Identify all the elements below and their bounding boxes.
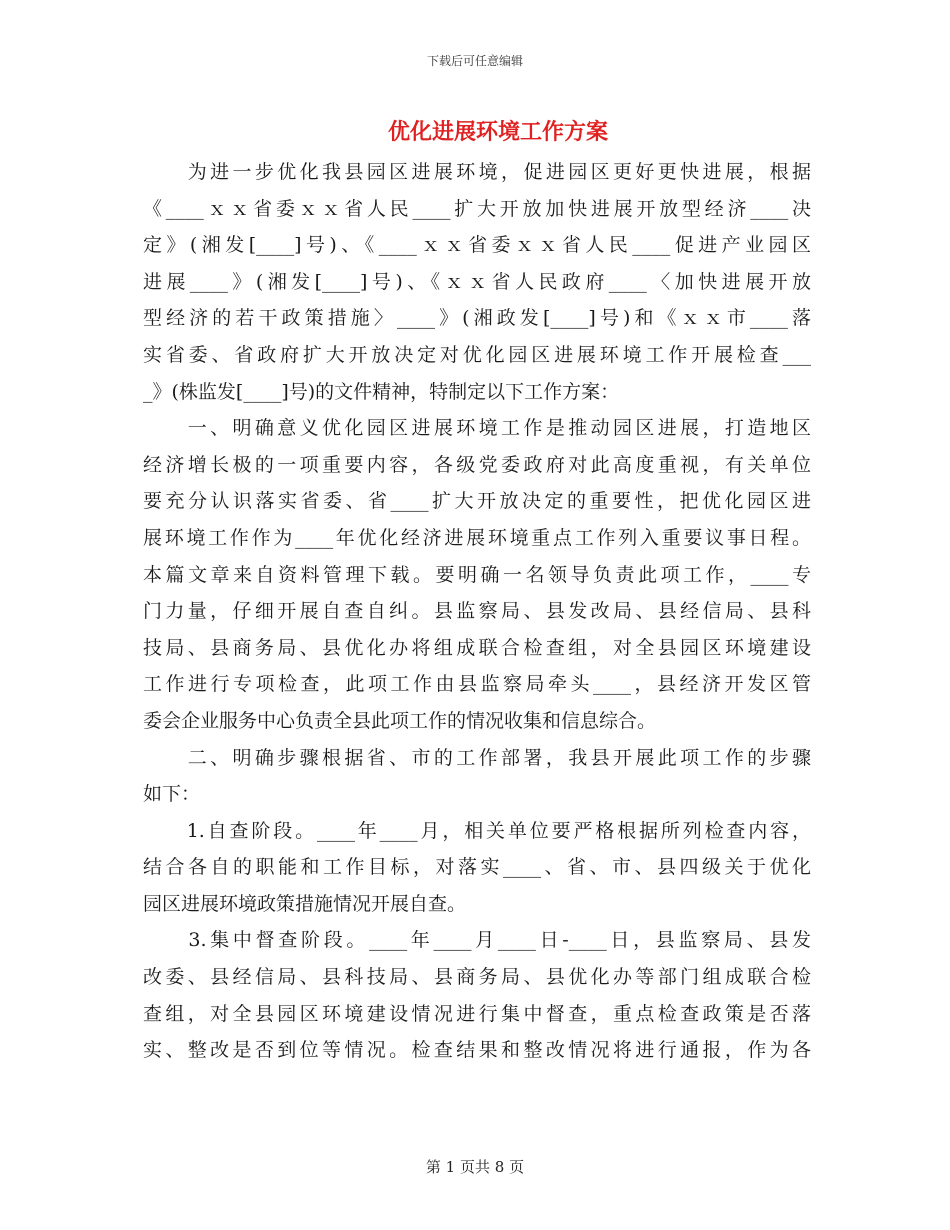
page-footer-number: 第 1 页共 8 页 [425, 1158, 525, 1176]
body-line: 二、明确步骤根据省、市的工作部署，我县开展此项工作的步骤 [143, 746, 811, 769]
body-line: 技局、县商务局、县优化办将组成联合检查组，对全县园区环境建设 [143, 636, 811, 659]
body-line: 为进一步优化我县园区进展环境，促进园区更好更快进展，根据 [143, 161, 811, 183]
body-line: 《____ｘｘ省委ｘｘ省人民____扩大开放加快进展开放型经济____决 [143, 197, 811, 220]
body-line: 3.集中督查阶段。____年____月____日-____日，县监察局、县发 [143, 929, 811, 952]
body-line: 1.自查阶段。____年____月，相关单位要严格根据所列检查内容， [143, 819, 811, 842]
body-line: 结合各自的职能和工作目标，对落实____、省、市、县四级关于优化 [143, 856, 811, 879]
body-line: 查组，对全县园区环境建设情况进行集中督查，重点检查政策是否落 [143, 1002, 811, 1025]
document-title: 优化进展环境工作方案 [387, 119, 608, 145]
body-line: 委会企业服务中心负责全县此项工作的情况收集和信息综合。 [143, 709, 657, 732]
body-line: 工作进行专项检查，此项工作由县监察局牵头____，县经济开发区管 [143, 673, 811, 696]
body-line: 定》(湘发[____]号)、《____ｘｘ省委ｘｘ省人民____促进产业园区 [143, 234, 811, 257]
body-line: 本篇文章来自资料管理下载。要明确一名领导负责此项工作，____专 [143, 563, 811, 586]
body-line: _》(株监发[____]号)的文件精神，特制定以下工作方案： [143, 380, 620, 403]
body-line: 改委、县经信局、县科技局、县商务局、县优化办等部门组成联合检 [143, 966, 811, 989]
body-line: 进展____》(湘发[____]号)、《ｘｘ省人民政府____〈加快进展开放 [143, 270, 811, 293]
body-line: 实、整改是否到位等情况。检查结果和整改情况将进行通报，作为各 [143, 1039, 811, 1062]
page-header-note: 下载后可任意编辑 [426, 54, 523, 68]
body-line: 如下： [143, 783, 201, 806]
body-line: 展环境工作作为____年优化经济进展环境重点工作列入重要议事日程。 [143, 526, 811, 549]
body-line: 要充分认识落实省委、省____扩大开放决定的重要性，把优化园区进 [143, 490, 811, 513]
body-line: 一、明确意义优化园区进展环境工作是推动园区进展，打造地区 [143, 417, 811, 440]
document-body [143, 154, 811, 1069]
body-line: 型经济的若干政策措施〉____》(湘政发[____]号)和《ｘｘ市____落 [143, 307, 811, 330]
body-line: 园区进展环境政策措施情况开展自查。 [143, 892, 467, 915]
body-line: 经济增长极的一项重要内容，各级党委政府对此高度重视，有关单位 [143, 453, 811, 476]
body-line: 门力量，仔细开展自查自纠。县监察局、县发改局、县经信局、县科 [143, 600, 811, 623]
body-line: 实省委、省政府扩大开放决定对优化园区进展环境工作开展检查___ [143, 343, 811, 366]
